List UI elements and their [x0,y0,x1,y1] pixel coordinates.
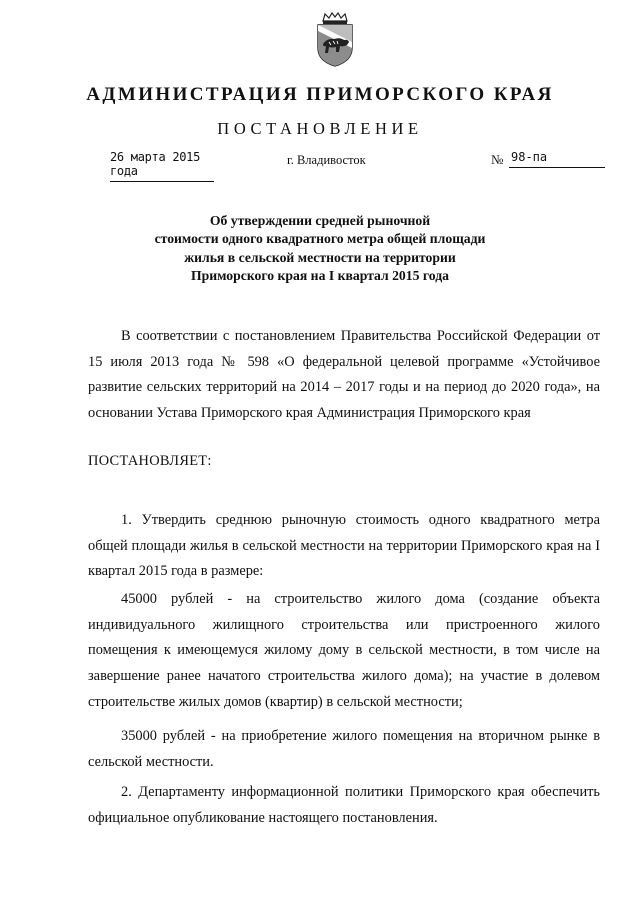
coat-of-arms-icon [313,12,357,68]
decree-word: ПОСТАНОВЛЯЕТ: [88,453,212,469]
title-line: жилья в сельской местности на территории [184,249,456,265]
title-line: Приморского края на I квартал 2015 года [191,267,449,283]
item-1a-paragraph: 45000 рублей - на строительство жилого дома (создание объекта индивидуального жилищного строительства или пристроенного жилого помещения к имеющемуся жилому дому в сельской местности, в том числе на завершение ранее начатого строительства жилого дома); на участие в долевом строительстве жилых домов (квартир) в сельской местности; [88,591,600,710]
item-1-paragraph: 1. Утвердить среднюю рыночную стоимость одного квадратного метра общей площади жилья в сельской местности на территории Приморского края на I квартал 2015 года в размере: [88,512,600,580]
document-date: 26 марта 2015 года [110,150,214,182]
item-2-paragraph: 2. Департаменту информационной политики Приморского края обеспечить официальное опубликование настоящего постановления. [88,784,600,826]
document-number-label: № [491,152,504,167]
item-1b-paragraph: 35000 рублей - на приобретение жилого помещения на вторичном рынке в сельской местности. [88,728,600,770]
document-type: ПОСТАНОВЛЕНИЕ [217,119,423,138]
document-title [120,212,520,285]
title-line: Об утверждении средней рыночной [209,213,431,228]
organization-name: АДМИНИСТРАЦИЯ ПРИМОРСКОГО КРАЯ [86,84,554,105]
title-line: стоимости одного квадратного метра общей площади [154,231,486,247]
preamble-paragraph: В соответствии с постановлением Правительства Российской Федерации от 15 июля 2013 года № 598 «О федеральной целевой программе «Устойчивое развитие сельских территорий на 2014 – 2017 годы и на период до 2020 года», на основании Устава Приморского края Администрация Приморского края [88,328,600,422]
document-city: г. Владивосток [287,153,366,167]
document-number: 98-па [509,150,605,168]
